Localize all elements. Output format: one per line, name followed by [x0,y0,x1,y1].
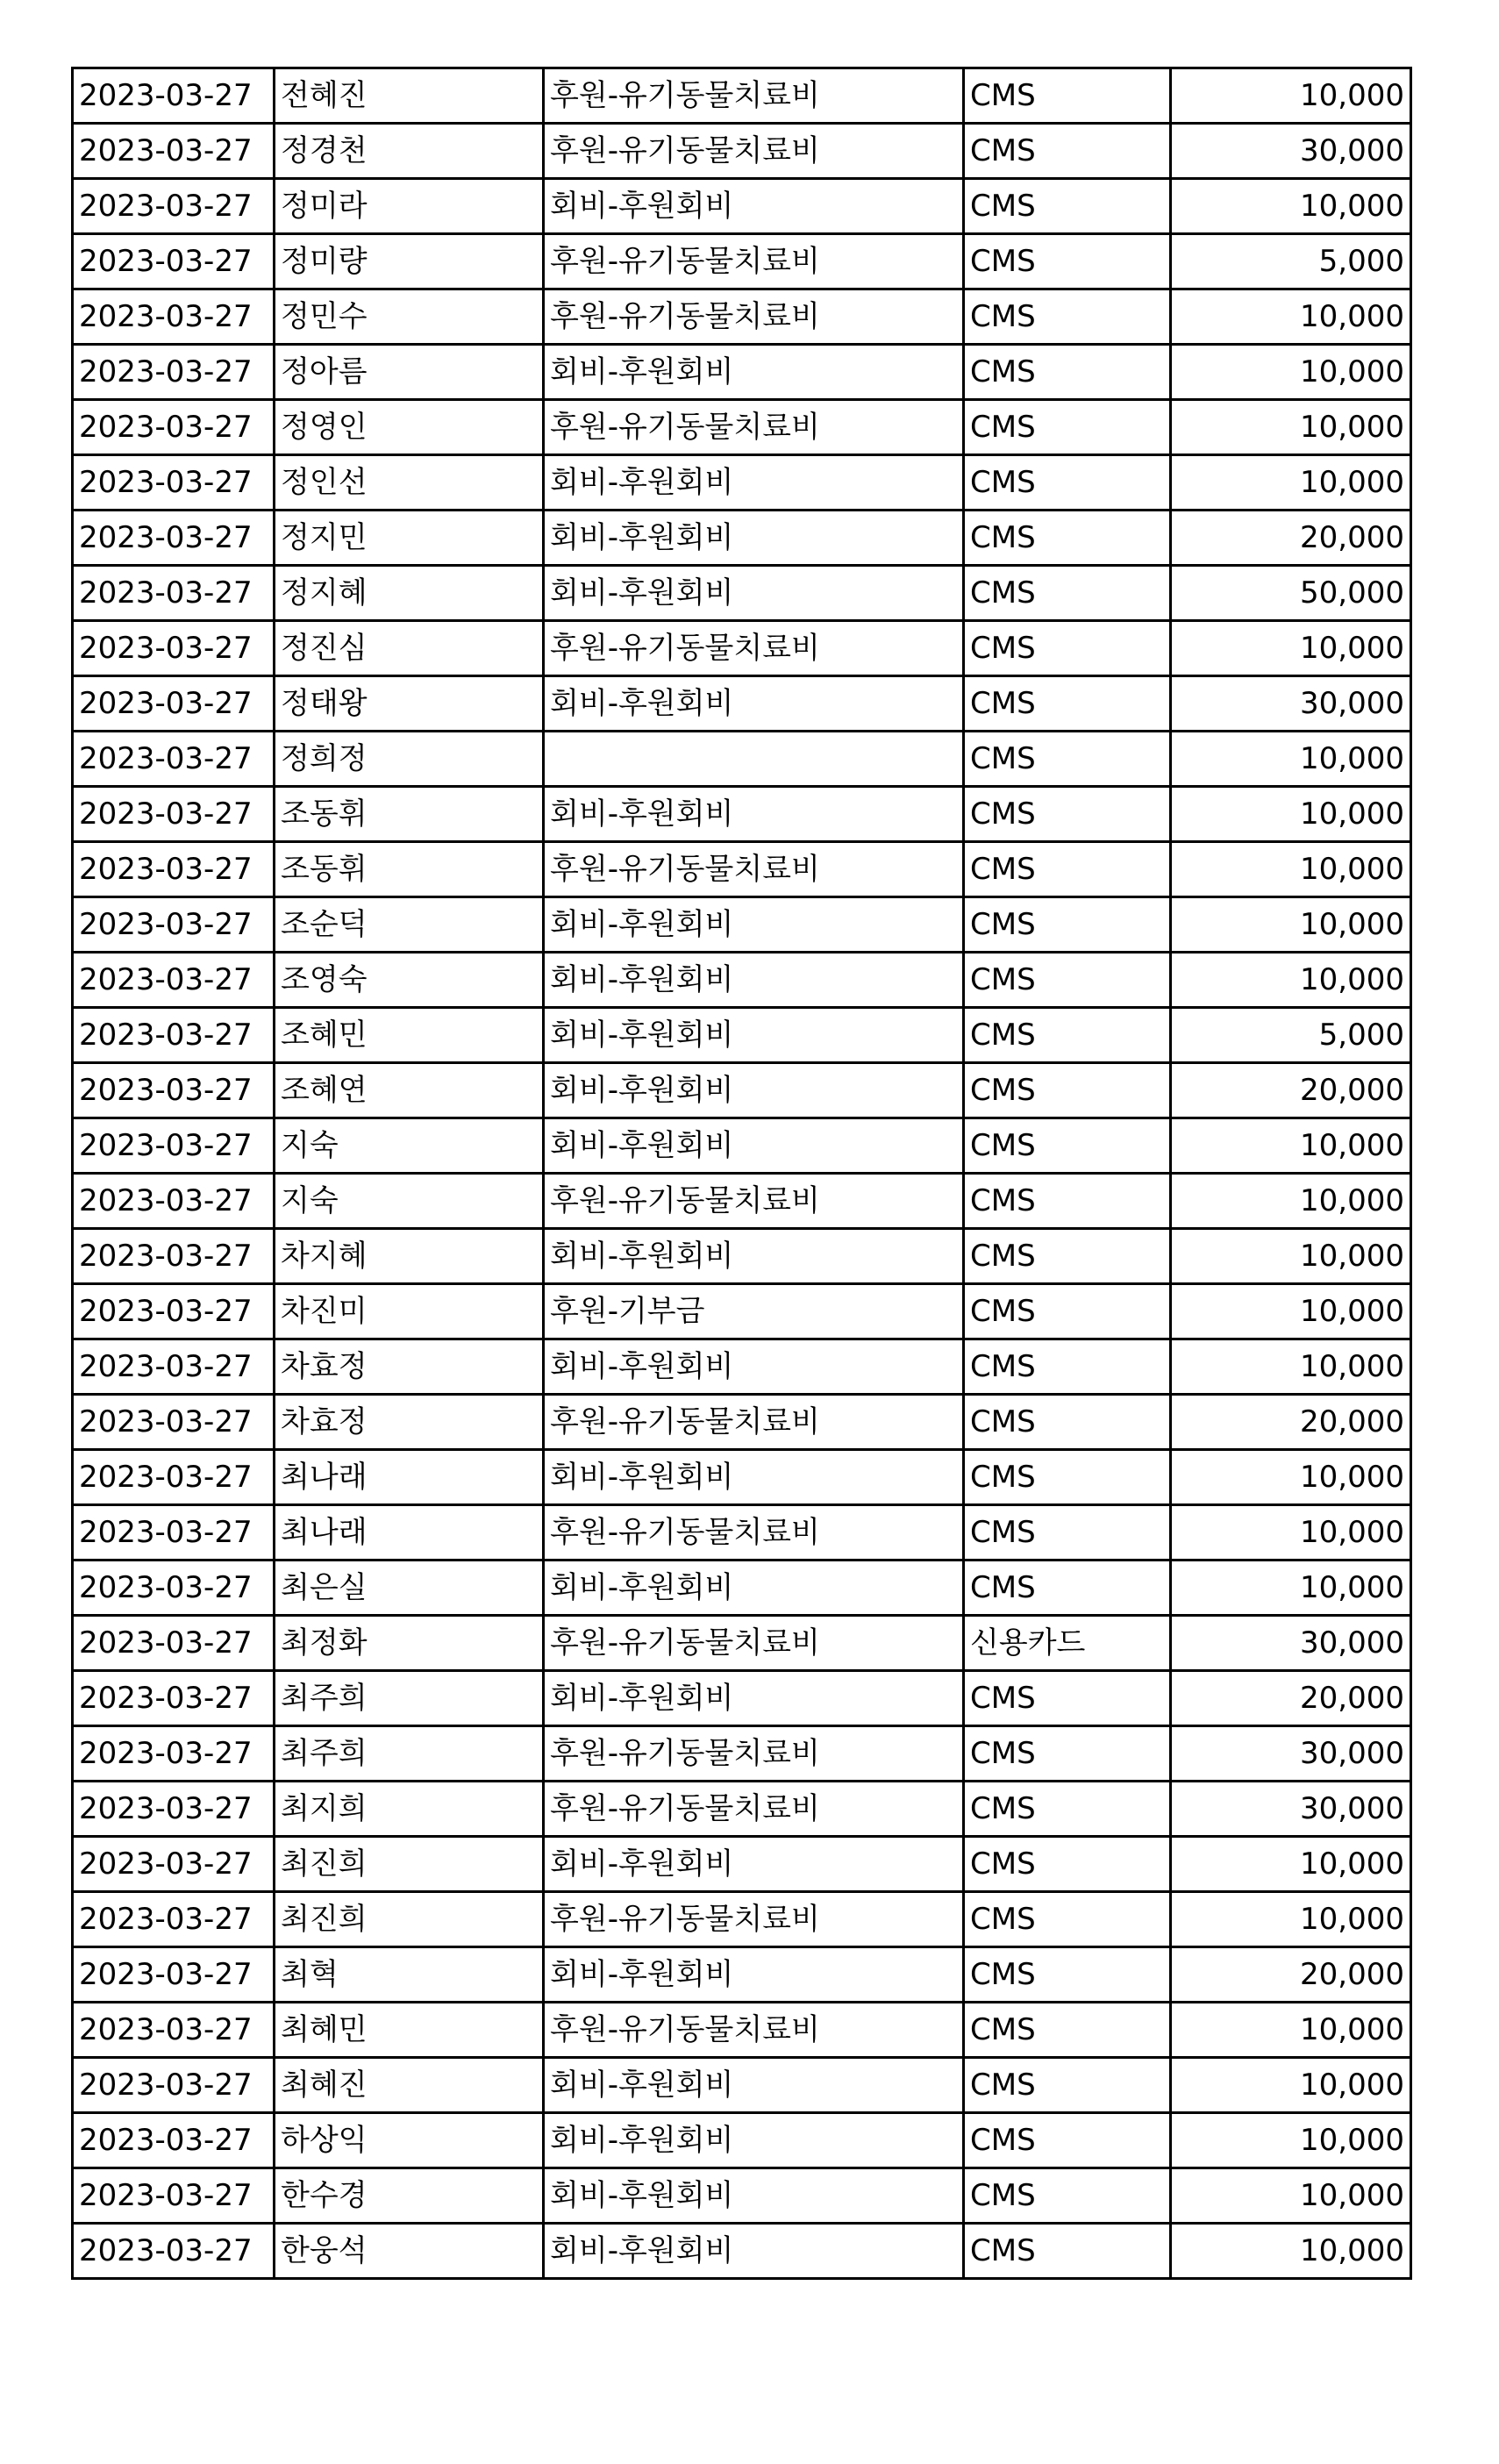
category-cell: 회비-후원회비 [544,787,964,842]
name-cell: 조순덕 [275,897,544,953]
table-row [73,1616,1411,1671]
payment-method-cell: CMS [964,1726,1171,1782]
date-cell: 2023-03-27 [73,2003,275,2058]
amount-cell: 10,000 [1171,1339,1411,1395]
amount-cell: 10,000 [1171,2168,1411,2224]
table-row [73,68,1411,124]
table-row [73,124,1411,179]
category-cell: 회비-후원회비 [544,2168,964,2224]
name-cell: 정미량 [275,234,544,289]
amount-cell: 10,000 [1171,2058,1411,2113]
payment-method-cell: CMS [964,179,1171,234]
date-cell: 2023-03-27 [73,124,275,179]
date-cell: 2023-03-27 [73,1561,275,1616]
payment-method-cell: CMS [964,732,1171,787]
category-cell: 회비-후원회비 [544,1671,964,1726]
table-row [73,1561,1411,1616]
payment-method-cell: CMS [964,68,1171,124]
name-cell: 조혜민 [275,1008,544,1063]
category-cell: 후원-유기동물치료비 [544,621,964,676]
category-cell: 회비-후원회비 [544,2058,964,2113]
amount-cell: 20,000 [1171,1395,1411,1450]
category-cell: 후원-유기동물치료비 [544,1616,964,1671]
payment-method-cell: CMS [964,1339,1171,1395]
payment-method-cell: CMS [964,1450,1171,1505]
payment-method-cell: CMS [964,1118,1171,1174]
date-cell: 2023-03-27 [73,787,275,842]
payment-method-cell: CMS [964,897,1171,953]
category-cell: 후원-유기동물치료비 [544,400,964,455]
date-cell: 2023-03-27 [73,1837,275,1892]
category-cell: 후원-유기동물치료비 [544,842,964,897]
category-cell: 후원-유기동물치료비 [544,1395,964,1450]
date-cell: 2023-03-27 [73,400,275,455]
name-cell: 정태왕 [275,676,544,732]
name-cell: 지숙 [275,1174,544,1229]
payment-method-cell: CMS [964,400,1171,455]
date-cell: 2023-03-27 [73,1008,275,1063]
table-row [73,1339,1411,1395]
amount-cell: 20,000 [1171,1947,1411,2003]
table-row [73,1505,1411,1561]
name-cell: 차지혜 [275,1229,544,1284]
table-row [73,842,1411,897]
table-row [73,1782,1411,1837]
amount-cell: 50,000 [1171,566,1411,621]
date-cell: 2023-03-27 [73,179,275,234]
category-cell: 회비-후원회비 [544,897,964,953]
name-cell: 차효정 [275,1395,544,1450]
name-cell: 정지민 [275,511,544,566]
name-cell: 차진미 [275,1284,544,1339]
category-cell: 회비-후원회비 [544,1837,964,1892]
table-row [73,621,1411,676]
category-cell: 회비-후원회비 [544,1063,964,1118]
amount-cell: 30,000 [1171,1616,1411,1671]
date-cell: 2023-03-27 [73,2168,275,2224]
name-cell: 차효정 [275,1339,544,1395]
amount-cell: 20,000 [1171,1063,1411,1118]
amount-cell: 10,000 [1171,1174,1411,1229]
table-row [73,2003,1411,2058]
date-cell: 2023-03-27 [73,621,275,676]
category-cell: 회비-후원회비 [544,1118,964,1174]
name-cell: 최지희 [275,1782,544,1837]
category-cell: 회비-후원회비 [544,1229,964,1284]
category-cell: 회비-후원회비 [544,1947,964,2003]
amount-cell: 10,000 [1171,179,1411,234]
amount-cell: 10,000 [1171,289,1411,345]
payment-method-cell: CMS [964,1892,1171,1947]
name-cell: 정민수 [275,289,544,345]
category-cell: 후원-유기동물치료비 [544,1782,964,1837]
table-row [73,1063,1411,1118]
date-cell: 2023-03-27 [73,732,275,787]
name-cell: 정경천 [275,124,544,179]
payment-method-cell: CMS [964,676,1171,732]
amount-cell: 5,000 [1171,234,1411,289]
amount-cell: 10,000 [1171,732,1411,787]
name-cell: 최진희 [275,1837,544,1892]
payment-method-cell: CMS [964,2224,1171,2279]
date-cell: 2023-03-27 [73,1782,275,1837]
amount-cell: 10,000 [1171,455,1411,511]
amount-cell: 30,000 [1171,1726,1411,1782]
payment-method-cell: CMS [964,1229,1171,1284]
amount-cell: 10,000 [1171,1284,1411,1339]
amount-cell: 10,000 [1171,1561,1411,1616]
payment-method-cell: CMS [964,1947,1171,2003]
category-cell: 후원-유기동물치료비 [544,234,964,289]
date-cell: 2023-03-27 [73,1339,275,1395]
payment-method-cell: CMS [964,2003,1171,2058]
category-cell: 회비-후원회비 [544,676,964,732]
payment-method-cell: CMS [964,1395,1171,1450]
name-cell: 정인선 [275,455,544,511]
payment-method-cell: CMS [964,842,1171,897]
amount-cell: 10,000 [1171,68,1411,124]
payment-method-cell: CMS [964,1284,1171,1339]
amount-cell: 10,000 [1171,1118,1411,1174]
table-row [73,566,1411,621]
amount-cell: 10,000 [1171,1229,1411,1284]
table-row [73,732,1411,787]
payment-method-cell: 신용카드 [964,1616,1171,1671]
payment-method-cell: CMS [964,1837,1171,1892]
category-cell: 회비-후원회비 [544,1561,964,1616]
payment-method-cell: CMS [964,1174,1171,1229]
category-cell: 회비-후원회비 [544,1450,964,1505]
payment-method-cell: CMS [964,2058,1171,2113]
payment-method-cell: CMS [964,234,1171,289]
amount-cell: 10,000 [1171,1837,1411,1892]
date-cell: 2023-03-27 [73,234,275,289]
category-cell: 회비-후원회비 [544,2224,964,2279]
name-cell: 정아름 [275,345,544,400]
amount-cell: 10,000 [1171,1892,1411,1947]
payment-method-cell: CMS [964,124,1171,179]
amount-cell: 10,000 [1171,345,1411,400]
name-cell: 한수경 [275,2168,544,2224]
table-row [73,953,1411,1008]
amount-cell: 10,000 [1171,787,1411,842]
name-cell: 조영숙 [275,953,544,1008]
payment-method-cell: CMS [964,1505,1171,1561]
payment-method-cell: CMS [964,1671,1171,1726]
table-row [73,1726,1411,1782]
category-cell: 회비-후원회비 [544,179,964,234]
payment-method-cell: CMS [964,455,1171,511]
name-cell: 정미라 [275,179,544,234]
table-row [73,1118,1411,1174]
date-cell: 2023-03-27 [73,2224,275,2279]
amount-cell: 5,000 [1171,1008,1411,1063]
category-cell [544,732,964,787]
amount-cell: 10,000 [1171,2113,1411,2168]
table-row [73,2224,1411,2279]
name-cell: 정영인 [275,400,544,455]
payment-method-cell: CMS [964,1063,1171,1118]
name-cell: 정지혜 [275,566,544,621]
table-row [73,345,1411,400]
ledger-body [73,68,1411,2279]
date-cell: 2023-03-27 [73,1174,275,1229]
category-cell: 후원-유기동물치료비 [544,124,964,179]
name-cell: 조혜연 [275,1063,544,1118]
amount-cell: 10,000 [1171,2224,1411,2279]
name-cell: 최혁 [275,1947,544,2003]
category-cell: 회비-후원회비 [544,345,964,400]
name-cell: 최주희 [275,1671,544,1726]
name-cell: 전혜진 [275,68,544,124]
payment-method-cell: CMS [964,953,1171,1008]
payment-method-cell: CMS [964,787,1171,842]
category-cell: 후원-유기동물치료비 [544,1726,964,1782]
name-cell: 최은실 [275,1561,544,1616]
date-cell: 2023-03-27 [73,68,275,124]
table-row [73,511,1411,566]
amount-cell: 20,000 [1171,511,1411,566]
name-cell: 최진희 [275,1892,544,1947]
name-cell: 조동휘 [275,842,544,897]
name-cell: 최주희 [275,1726,544,1782]
amount-cell: 20,000 [1171,1671,1411,1726]
table-row [73,676,1411,732]
table-row [73,1837,1411,1892]
date-cell: 2023-03-27 [73,676,275,732]
name-cell: 최나래 [275,1505,544,1561]
date-cell: 2023-03-27 [73,1284,275,1339]
name-cell: 정진심 [275,621,544,676]
date-cell: 2023-03-27 [73,1118,275,1174]
category-cell: 후원-유기동물치료비 [544,1174,964,1229]
table-row [73,2058,1411,2113]
table-row [73,1174,1411,1229]
category-cell: 회비-후원회비 [544,2113,964,2168]
date-cell: 2023-03-27 [73,1395,275,1450]
payment-method-cell: CMS [964,2113,1171,2168]
date-cell: 2023-03-27 [73,1726,275,1782]
name-cell: 정희정 [275,732,544,787]
payment-method-cell: CMS [964,1782,1171,1837]
date-cell: 2023-03-27 [73,2113,275,2168]
table-row [73,1892,1411,1947]
amount-cell: 10,000 [1171,842,1411,897]
amount-cell: 10,000 [1171,1450,1411,1505]
date-cell: 2023-03-27 [73,289,275,345]
name-cell: 최정화 [275,1616,544,1671]
payment-method-cell: CMS [964,345,1171,400]
table-row [73,1395,1411,1450]
category-cell: 후원-기부금 [544,1284,964,1339]
date-cell: 2023-03-27 [73,842,275,897]
payment-method-cell: CMS [964,621,1171,676]
name-cell: 최혜민 [275,2003,544,2058]
date-cell: 2023-03-27 [73,345,275,400]
table-row [73,2113,1411,2168]
table-row [73,400,1411,455]
amount-cell: 10,000 [1171,897,1411,953]
amount-cell: 10,000 [1171,953,1411,1008]
date-cell: 2023-03-27 [73,1229,275,1284]
name-cell: 최나래 [275,1450,544,1505]
table-row [73,897,1411,953]
date-cell: 2023-03-27 [73,2058,275,2113]
date-cell: 2023-03-27 [73,1616,275,1671]
amount-cell: 30,000 [1171,1782,1411,1837]
table-row [73,289,1411,345]
amount-cell: 30,000 [1171,124,1411,179]
donation-ledger-table [71,67,1412,2280]
table-row [73,787,1411,842]
name-cell: 최혜진 [275,2058,544,2113]
category-cell: 회비-후원회비 [544,455,964,511]
table-row [73,2168,1411,2224]
date-cell: 2023-03-27 [73,953,275,1008]
payment-method-cell: CMS [964,2168,1171,2224]
payment-method-cell: CMS [964,1561,1171,1616]
name-cell: 조동휘 [275,787,544,842]
table-row [73,1229,1411,1284]
amount-cell: 10,000 [1171,621,1411,676]
amount-cell: 10,000 [1171,400,1411,455]
date-cell: 2023-03-27 [73,1947,275,2003]
table-row [73,1671,1411,1726]
payment-method-cell: CMS [964,1008,1171,1063]
date-cell: 2023-03-27 [73,1505,275,1561]
amount-cell: 10,000 [1171,1505,1411,1561]
name-cell: 한웅석 [275,2224,544,2279]
date-cell: 2023-03-27 [73,455,275,511]
category-cell: 후원-유기동물치료비 [544,2003,964,2058]
date-cell: 2023-03-27 [73,566,275,621]
table-row [73,1947,1411,2003]
date-cell: 2023-03-27 [73,1671,275,1726]
table-row [73,455,1411,511]
date-cell: 2023-03-27 [73,1063,275,1118]
date-cell: 2023-03-27 [73,511,275,566]
name-cell: 하상익 [275,2113,544,2168]
category-cell: 후원-유기동물치료비 [544,68,964,124]
category-cell: 후원-유기동물치료비 [544,1505,964,1561]
category-cell: 회비-후원회비 [544,1008,964,1063]
payment-method-cell: CMS [964,566,1171,621]
name-cell: 지숙 [275,1118,544,1174]
table-row [73,179,1411,234]
table-row [73,1008,1411,1063]
payment-method-cell: CMS [964,289,1171,345]
category-cell: 회비-후원회비 [544,1339,964,1395]
date-cell: 2023-03-27 [73,897,275,953]
category-cell: 후원-유기동물치료비 [544,1892,964,1947]
amount-cell: 30,000 [1171,676,1411,732]
table-row [73,1450,1411,1505]
category-cell: 회비-후원회비 [544,511,964,566]
table-row [73,234,1411,289]
date-cell: 2023-03-27 [73,1892,275,1947]
payment-method-cell: CMS [964,511,1171,566]
category-cell: 회비-후원회비 [544,953,964,1008]
category-cell: 후원-유기동물치료비 [544,289,964,345]
date-cell: 2023-03-27 [73,1450,275,1505]
category-cell: 회비-후원회비 [544,566,964,621]
amount-cell: 10,000 [1171,2003,1411,2058]
table-row [73,1284,1411,1339]
